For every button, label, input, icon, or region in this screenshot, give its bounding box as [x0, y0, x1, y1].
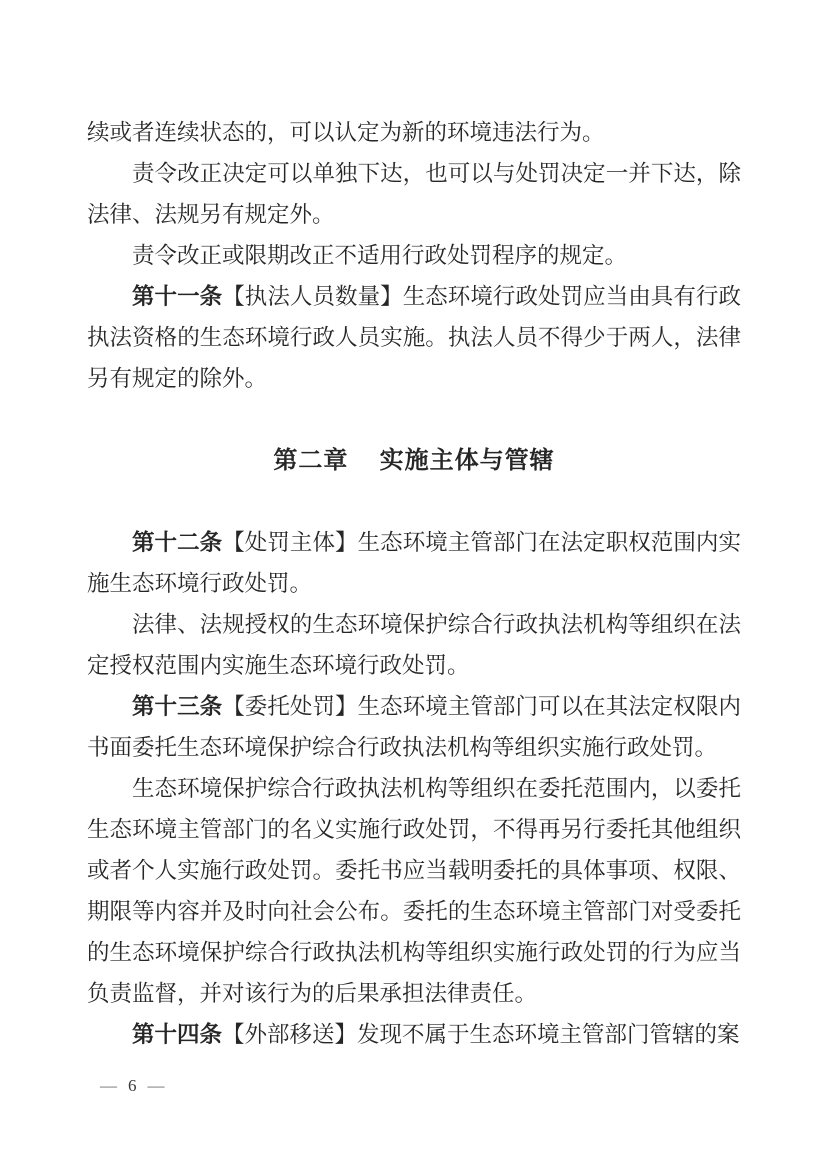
article-paragraph — [87, 1014, 741, 1055]
paragraph-text: 法律、法规授权的生态环境保护综合行政执法机构等组织在法定授权范围内实施生态环境行政处罚。 — [87, 612, 741, 678]
article-paragraph — [87, 276, 741, 399]
article-title: 【执法人员数量】 — [222, 284, 403, 309]
paragraph-text: 生态环境主管部门可以在其法定权限内书面委托生态环境保护综合行政执法机构等组织实施行政处罚。 — [87, 694, 741, 760]
paragraph-text: 责令改正决定可以单独下达，也可以与处罚决定一并下达，除法律、法规另有规定外。 — [87, 161, 741, 227]
body-paragraph — [87, 153, 741, 235]
document-body — [87, 112, 741, 1055]
article-number: 第十四条 — [132, 1022, 223, 1047]
body-paragraph — [87, 604, 741, 686]
article-paragraph — [87, 522, 741, 604]
article-number: 第十一条 — [132, 284, 223, 309]
footer-dash-left: — — [100, 1076, 117, 1095]
article-title: 【外部移送】 — [222, 1022, 358, 1047]
body-paragraph — [87, 112, 741, 153]
paragraph-text: 生态环境主管部门在法定职权范围内实施生态环境行政处罚。 — [87, 530, 741, 596]
paragraph-text: 生态环境保护综合行政执法机构等组织在委托范围内，以委托生态环境主管部门的名义实施行政处罚，不得再另行委托其他组织或者个人实施行政处罚。委托书应当载明委托的具体事项、权限、期限等内容并及时向社会公布。委托的生态环境主管部门对受委托的生态环境保护综合行政执法机构等组织实施行政处罚的行为应当负责监督，并对该行为的后果承担法律责任。 — [87, 776, 741, 1006]
footer-dash-right: — — [147, 1076, 165, 1095]
chapter-number: 第二章 — [273, 447, 349, 474]
chapter-heading — [87, 440, 741, 481]
body-paragraph — [87, 235, 741, 276]
article-number: 第十三条 — [132, 694, 223, 719]
article-title: 【处罚主体】 — [222, 530, 358, 555]
article-paragraph — [87, 686, 741, 768]
paragraph-text: 续或者连续状态的，可以认定为新的环境违法行为。 — [87, 120, 605, 145]
article-title: 【委托处罚】 — [222, 694, 358, 719]
page-number: 6 — [128, 1076, 137, 1095]
chapter-title: 实施主体与管辖 — [379, 447, 555, 474]
body-paragraph — [87, 768, 741, 1014]
article-number: 第十二条 — [132, 530, 223, 555]
page-footer — [100, 1076, 165, 1096]
paragraph-text: 责令改正或限期改正不适用行政处罚程序的规定。 — [132, 243, 628, 268]
paragraph-text: 发现不属于生态环境主管部门管辖的案 — [357, 1022, 740, 1047]
paragraph-text: 生态环境行政处罚应当由具有行政执法资格的生态环境行政人员实施。执法人员不得少于两人，法律另有规定的除外。 — [87, 284, 741, 391]
